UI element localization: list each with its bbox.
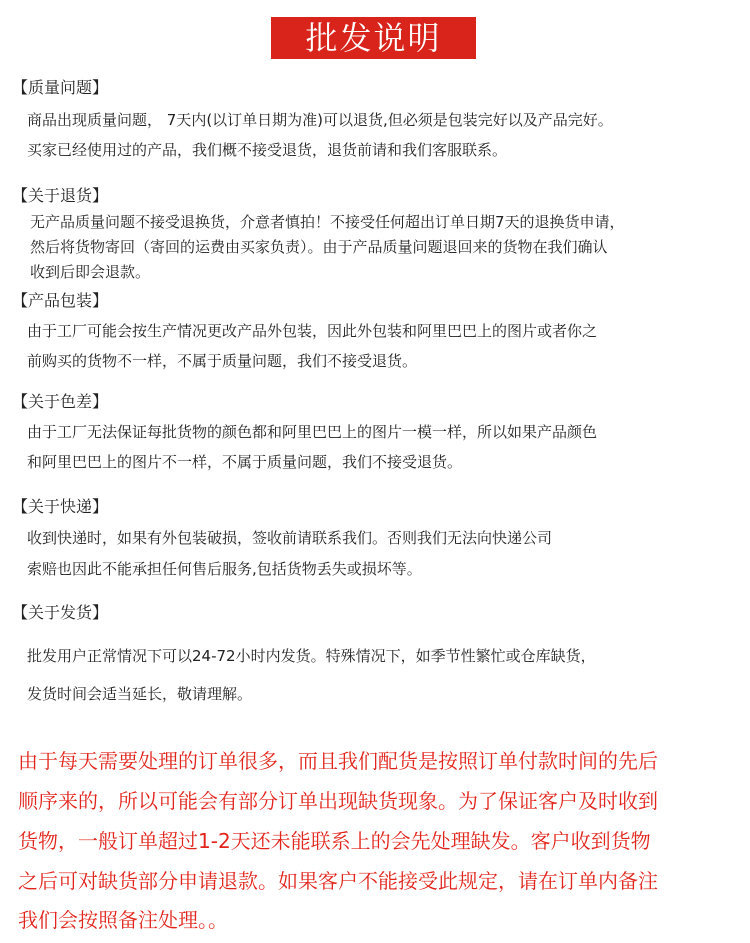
section-text-line: 索赔也因此不能承担任何售后服务,包括货物丢失或损坏等。 [27,560,422,578]
section-text-line: 商品出现质量问题， 7天内(以订单日期为准)可以退货,但必须是包装完好以及产品完好。 [27,111,613,129]
section-text-line: 和阿里巴巴上的图片不一样，不属于质量问题，我们不接受退货。 [27,453,463,471]
notice-line: 之后可对缺货部分申请退款。如果客户不能接受此规定，请在订单内备注 [18,869,658,893]
section-text-line: 买家已经使用过的产品，我们概不接受退货，退货前请和我们客服联系。 [27,141,508,159]
section-text-line: 发货时间会适当延长，敬请理解。 [27,685,253,703]
notice-line: 货物，一般订单超过1-2天还未能联系上的会先处理缺发。客户收到货物 [18,829,651,853]
page-title: 批发说明 [271,17,476,59]
section-text-line: 由于工厂可能会按生产情况更改产品外包装，因此外包装和阿里巴巴上的图片或者你之 [27,322,598,340]
section-text-line: 收到快递时，如果有外包装破损，签收前请联系我们。否则我们无法向快递公司 [27,529,553,547]
section-heading-shipping: 【关于发货】 [12,603,109,622]
section-text-line: 然后将货物寄回（寄回的运费由买家负责）。由于产品质量问题退回来的货物在我们确认 [30,238,608,256]
section-heading-returns: 【关于退货】 [12,186,109,205]
notice-line: 我们会按照备注处理。。 [18,908,228,932]
notice-line: 由于每天需要处理的订单很多，而且我们配货是按照订单付款时间的先后 [18,749,658,773]
section-heading-color-difference: 【关于色差】 [12,392,109,411]
section-text-line: 由于工厂无法保证每批货物的颜色都和阿里巴巴上的图片一模一样，所以如果产品颜色 [27,423,598,441]
section-heading-courier: 【关于快递】 [12,497,109,516]
section-text-line: 前购买的货物不一样，不属于质量问题，我们不接受退货。 [27,352,418,370]
notice-line: 顺序来的，所以可能会有部分订单出现缺货现象。为了保证客户及时收到 [18,789,658,813]
section-text-line: 批发用户正常情况下可以24-72小时内发货。特殊情况下，如季节性繁忙或仓库缺货， [27,647,596,665]
section-heading-packaging: 【产品包装】 [12,291,109,310]
section-text-line: 收到后即会退款。 [30,263,151,281]
section-text-line: 无产品质量问题不接受退换货，介意者慎拍！不接受任何超出订单日期7天的退换货申请， [30,213,625,231]
section-heading-quality: 【质量问题】 [12,78,109,97]
